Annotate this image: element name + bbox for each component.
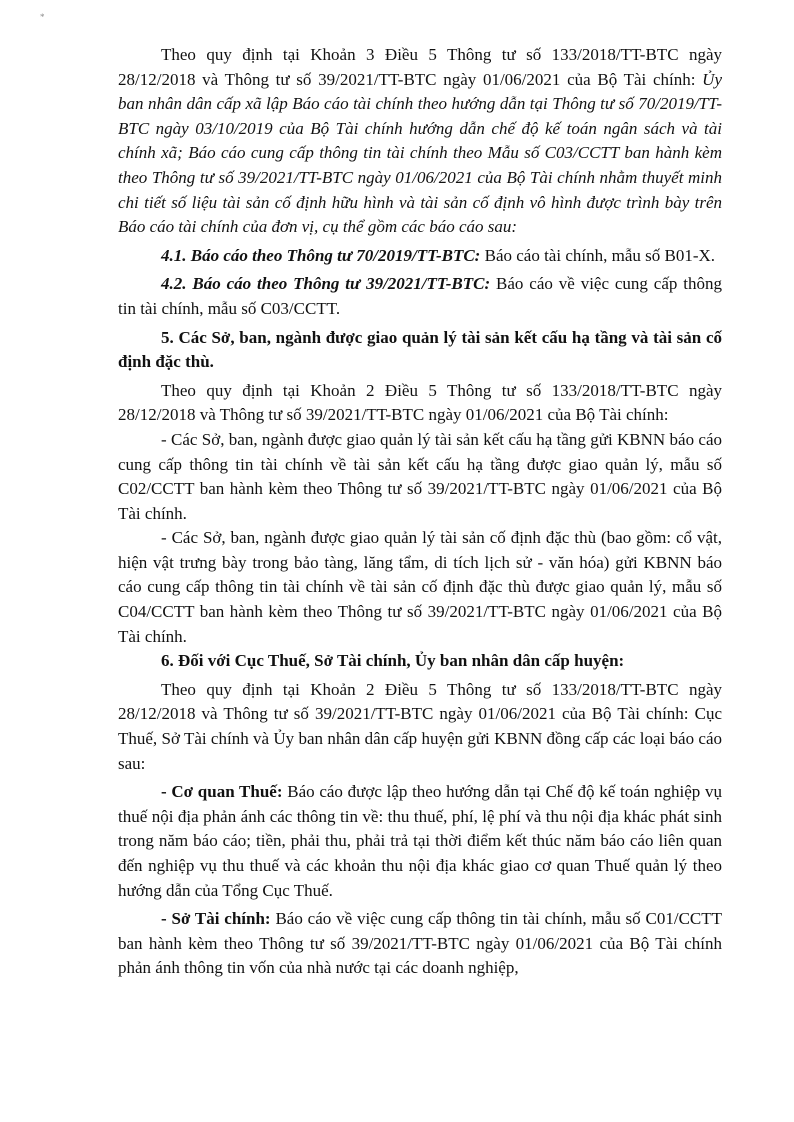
- item-4-1: [118, 244, 722, 269]
- document-body: [118, 43, 722, 981]
- section-5-bullet-2: - Các Sở, ban, ngành được giao quản lý tài sản cố định đặc thù (bao gồm: cổ vật, hiện vật trưng bày trong bảo tàng, lăng tẩm, di tích lịch sử - văn hóa) gửi KBNN báo cáo cung cấp thông tin tài chính về tài sản cố định đặc thù được giao quản lý, mẫu số C04/CCTT ban hành kèm theo Thông tư số 39/2021/TT-BTC ngày 01/06/2021 của Bộ Tài chính.: [118, 528, 722, 646]
- section-5-intro: Theo quy định tại Khoản 2 Điều 5 Thông tư số 133/2018/TT-BTC ngày 28/12/2018 và Thông tư số 39/2021/TT-BTC ngày 01/06/2021 của Bộ Tài chính:: [118, 380, 722, 425]
- section-5-heading: 5. Các Sở, ban, ngành được giao quản lý tài sản kết cấu hạ tầng và tài sản cố định đặc thù.: [118, 327, 722, 372]
- section-6-bullet-finance: [118, 907, 722, 981]
- paragraph-section4-intro: [118, 43, 722, 240]
- section-6-bullet-finance-label: - Sở Tài chính:: [161, 909, 271, 929]
- margin-mark: *: [40, 12, 45, 22]
- section-6-bullet-tax: [118, 780, 722, 903]
- item-4-1-text: Báo cáo tài chính, mẫu số B01-X.: [484, 245, 716, 265]
- section-6-bullet-finance-text: Báo cáo về việc cung cấp thông tin tài chính, mẫu số C01/CCTT ban hành kèm theo Thông tư số 39/2021/TT-BTC ngày 01/06/2021 của Bộ Tài chính phản ánh thông tin vốn của nhà nước tại các doanh nghiệp,: [118, 909, 723, 978]
- item-4-2: [118, 272, 722, 321]
- section4-intro-text: Theo quy định tại Khoản 3 Điều 5 Thông tư số 133/2018/TT-BTC ngày 28/12/2018 và Thông tư số 39/2021/TT-BTC ngày 01/06/2021 của Bộ Tài chính:: [118, 45, 722, 89]
- section4-intro-italic: Ủy ban nhân dân cấp xã lập Báo cáo tài chính theo hướng dẫn tại Thông tư số 70/2019/TT-BTC ngày 03/10/2019 của Bộ Tài chính hướng dẫn chế độ kế toán ngân sách và tài chính xã; Báo cáo cung cấp thông tin tài chính theo Mẫu số C03/CCTT ban hành kèm theo Thông tư số 39/2021/TT-BTC ngày 01/06/2021 của Bộ Tài chính nhằm thuyết minh chi tiết số liệu tài sản cố định hữu hình và tài sản cố định vô hình được trình bày trên Báo cáo tài chính của đơn vị, cụ thể gồm các báo cáo sau:: [118, 69, 722, 237]
- section-6-bullet-tax-text: Báo cáo được lập theo hướng dẫn tại Chế độ kế toán nghiệp vụ thuế nội địa phản ánh các thông tin về: thu thuế, phí, lệ phí và thu nội địa khác phát sinh trong năm báo cáo; tiền, phải thu, phải trả tại thời điểm kết thúc năm báo cáo liên quan đến nghiệp vụ thu thuế và các khoản thu nội địa khác giao cơ quan Thuế quản lý theo hướng dẫn của Tổng Cục Thuế.: [118, 782, 722, 900]
- section-6-bullet-tax-label: - Cơ quan Thuế:: [161, 782, 283, 802]
- section-5-bullet-1: - Các Sở, ban, ngành được giao quản lý tài sản kết cấu hạ tầng gửi KBNN báo cáo cung cấp thông tin tài chính về tài sản kết cấu hạ tầng được giao quản lý, mẫu số C02/CCTT ban hành kèm theo Thông tư số 39/2021/TT-BTC ngày 01/06/2021 của Bộ Tài chính.: [118, 429, 722, 523]
- section-6-intro: Theo quy định tại Khoản 2 Điều 5 Thông tư số 133/2018/TT-BTC ngày 28/12/2018 và Thông tư số 39/2021/TT-BTC ngày 01/06/2021 của Bộ Tài chính: Cục Thuế, Sở Tài chính và Ủy ban nhân dân cấp huyện gửi KBNN đồng cấp các loại báo cáo sau:: [118, 679, 722, 773]
- item-4-1-label: 4.1. Báo cáo theo Thông tư 70/2019/TT-BTC:: [161, 245, 481, 265]
- item-4-2-label: 4.2. Báo cáo theo Thông tư 39/2021/TT-BTC:: [161, 274, 491, 294]
- section-6-heading: 6. Đối với Cục Thuế, Sở Tài chính, Ủy ban nhân dân cấp huyện:: [161, 651, 625, 671]
- item-4-2-text: Báo cáo về việc cung cấp thông tin tài chính, mẫu số C03/CCTT.: [118, 274, 723, 318]
